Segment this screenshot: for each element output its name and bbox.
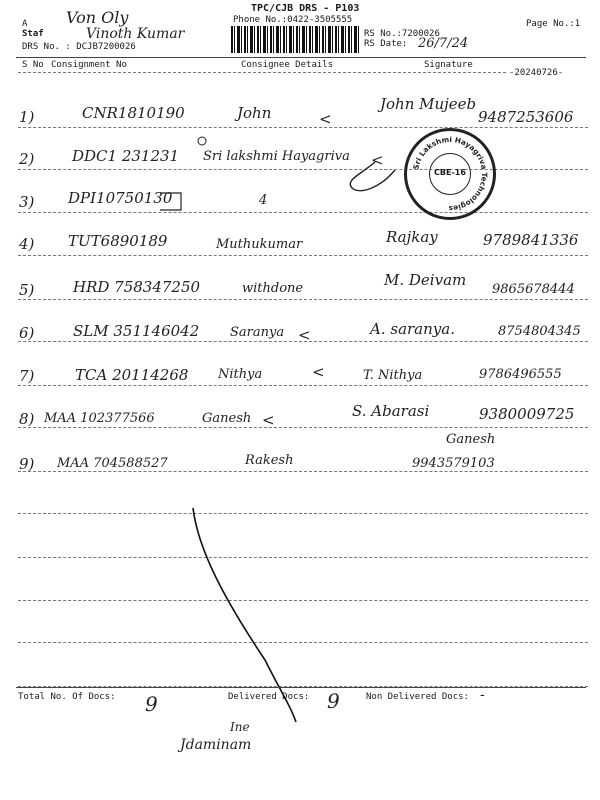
row-1-sno: 1) — [19, 108, 35, 126]
stamp-code: CBE-16 — [434, 168, 466, 177]
row-7-consignee: Nithya — [218, 367, 263, 382]
date-code: -20240726- — [509, 68, 564, 78]
row-8-extra-signature: Ganesh — [446, 432, 496, 447]
row-6-signature: A. saranya. — [370, 320, 455, 338]
row-4-sno: 4) — [19, 235, 35, 253]
row-2-consignment: DDC1 231231 — [72, 147, 180, 165]
row-7-sno: 7) — [19, 367, 35, 385]
row-5-consignee: withdone — [242, 281, 304, 296]
staff-label-line2: Staf — [22, 29, 44, 39]
drs-number-label: DRS No. : — [22, 42, 71, 52]
row-6-mark: < — [298, 326, 311, 344]
row-9-sno: 9) — [19, 455, 35, 473]
row-8-mark: < — [262, 411, 275, 429]
document-title: TPC/CJB DRS - P103 — [251, 3, 360, 14]
total-docs-value: 9 — [145, 692, 158, 716]
row-1-signature: John Mujeeb — [380, 95, 477, 113]
row-8-consignee: Ganesh — [202, 411, 252, 426]
row-5-sno: 5) — [19, 281, 35, 299]
row-2-consignee: Sri lakshmi Hayagriva — [203, 149, 350, 164]
total-docs-label: Total No. Of Docs: — [18, 692, 116, 702]
delivered-docs-value: 9 — [327, 689, 340, 713]
staff-label-line1: A — [22, 19, 28, 29]
column-header-consignment: Consignment No — [51, 60, 127, 70]
row-1-consignment: CNR1810190 — [82, 104, 185, 122]
row-7-consignment: TCA 20114268 — [75, 366, 189, 384]
row-6-sno: 6) — [19, 324, 35, 342]
row-1-mark: < — [319, 110, 332, 128]
row-3-consignment: DPI10750130 — [68, 189, 173, 207]
row-3-consignee: 4 — [259, 193, 268, 208]
row-7-phone: 9786496555 — [479, 367, 562, 382]
row-4-consignee: Muthukumar — [216, 237, 303, 252]
row-1-consignee: John — [237, 104, 272, 122]
drs-number-value: DCJB7200026 — [76, 42, 136, 52]
bottom-initials: Ine — [230, 720, 250, 734]
row-8-sno: 8) — [19, 410, 35, 428]
page-number: Page No.:1 — [526, 19, 581, 29]
row-4-signature: Rajkay — [386, 228, 438, 246]
row-5-signature: M. Deivam — [384, 271, 467, 289]
column-header-consignee: Consignee Details — [241, 60, 334, 70]
row-8-consignment: MAA 102377566 — [44, 411, 155, 426]
delivered-docs-label: Delivered Docs: — [228, 692, 310, 702]
non-delivered-docs-label: Non Delivered Docs: — [366, 692, 469, 702]
row-5-consignment: HRD 758347250 — [73, 278, 201, 296]
rs-date-label: RS Date: — [364, 39, 408, 49]
row-4-consignment: TUT6890189 — [68, 232, 168, 250]
rs-date-handwritten: 26/7/24 — [418, 36, 469, 51]
phone-number: Phone No.:0422-3505555 — [233, 15, 353, 25]
row-1-phone: 9487253606 — [478, 108, 574, 126]
row-9-phone: 9943579103 — [412, 456, 495, 471]
row-2-mark: < — [371, 151, 384, 169]
column-header-signature: Signature — [424, 60, 473, 70]
row-5-phone: 9865678444 — [492, 282, 575, 297]
column-header-sno: S No — [22, 60, 44, 70]
row-9-consignee: Rakesh — [245, 453, 294, 468]
row-8-signature: S. Abarasi — [352, 402, 430, 420]
row-6-phone: 8754804345 — [498, 324, 581, 339]
row-8-phone: 9380009725 — [479, 405, 575, 423]
row-7-mark: < — [312, 363, 325, 381]
stamp-inner-circle — [429, 153, 471, 195]
bottom-signature-name: Jdaminam — [180, 737, 252, 753]
row-4-phone: 9789841336 — [483, 231, 579, 249]
stamp-ring-label: Sri Lakshmi Hayagriva Technologies — [411, 134, 490, 214]
rs-number: RS No.:7200026 — [364, 29, 440, 39]
handwritten-staff-name-2: Vinoth Kumar — [86, 26, 185, 42]
footer-rule — [16, 687, 586, 688]
row-7-signature: T. Nithya — [363, 368, 423, 383]
handwritten-staff-name-1: Von Oly — [66, 8, 129, 27]
row-6-consignment: SLM 351146042 — [73, 322, 200, 340]
row-6-consignee: Saranya — [230, 325, 285, 340]
company-stamp — [404, 128, 496, 220]
row-9-consignment: MAA 704588527 — [57, 456, 168, 471]
non-delivered-docs-value: - — [480, 687, 485, 703]
row-3-sno: 3) — [19, 193, 35, 211]
row-2-sno: 2) — [19, 150, 35, 168]
